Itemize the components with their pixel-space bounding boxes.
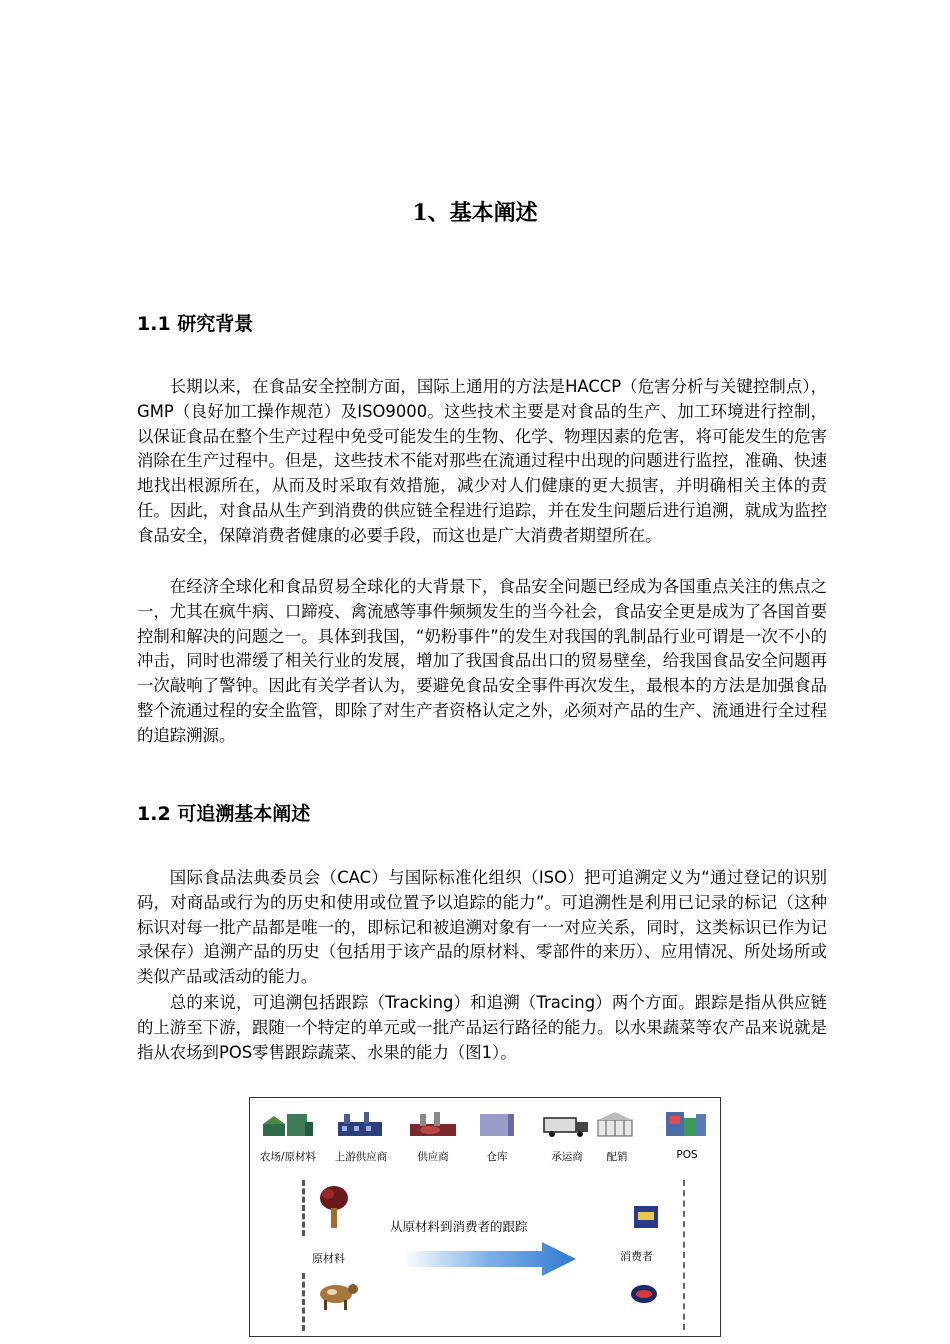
- plant-icon: [406, 1110, 460, 1140]
- tracking-arrow: [402, 1242, 578, 1276]
- raw-material-label: 原材料: [312, 1252, 345, 1265]
- food-logo-icon: [630, 1284, 658, 1304]
- arrow-caption: 从原材料到消费者的跟踪: [390, 1219, 528, 1234]
- paragraph-background-2: 在经济全球化和食品贸易全球化的大背景下，食品安全问题已经成为各国重点关注的焦点之一，尤其在疯牛病、口蹄疫、禽流感等事件频频发生的当今社会，食品安全更是成为了各国首要控制和解决的问题之一。具体到我国，“奶粉事件”的发生对我国的乳制品行业可谓是一次不小的冲击，同时也滞缓了相关行业的发展，增加了我国食品出口的贸易壁垒，给我国食品安全问题再一次敲响了警钟。因此有关学者认为，要避免食品安全事件再次发生，最根本的方法是加强食品整个流通过程的安全监管，即除了对生产者资格认定之外，必须对产品的生产、流通进行全过程的追踪溯源。: [137, 577, 827, 745]
- warehouse-icon: [470, 1110, 524, 1140]
- boundary-line-left-top: [302, 1180, 305, 1236]
- chain-node-pos: [654, 1110, 720, 1161]
- chain-node-distribution: [584, 1110, 650, 1164]
- chain-label-carrier: 承运商: [551, 1151, 583, 1163]
- consumer-label: 消费者: [620, 1250, 653, 1263]
- chain-node-farm: [255, 1110, 321, 1164]
- distribution-center-icon: [590, 1110, 644, 1140]
- figure-1-supply-chain: [249, 1097, 721, 1337]
- chain-label-distribution: 配销: [606, 1151, 628, 1163]
- chain-label-upstream-supplier: 上游供应商: [334, 1151, 388, 1163]
- cattle-icon: [314, 1278, 362, 1312]
- chain-label-warehouse: 仓库: [486, 1151, 508, 1163]
- section-title-1-2: 1.2 可追溯基本阐述: [137, 803, 311, 825]
- boundary-line-right: [683, 1180, 685, 1330]
- farm-icon: [261, 1110, 315, 1140]
- paragraph-traceability-2: 总的来说，可追溯包括跟踪（Tracking）和追溯（Tracing）两个方面。跟踪是指从供应链的上游至下游，跟随一个特定的单元或一批产品运行路径的能力。以水果蔬菜等农产品来说就是指从农场到POS零售跟踪蔬菜、水果的能力（图1）。: [137, 993, 827, 1062]
- paragraph-traceability-1: 国际食品法典委员会（CAC）与国际标准化组织（ISO）把可追溯定义为“通过登记的识别码，对商品或行为的历史和使用或位置予以追踪的能力”。可追溯性是利用已记录的标记（这种标识对每一批产品都是唯一的，即标记和被追溯对象有一一对应关系，同时，这类标识已作为记录保存）追溯产品的历史（包括用于该产品的原材料、零部件的来历）、应用情况、所处场所或类似产品或活动的能力。: [137, 868, 827, 987]
- retail-store-icon: [660, 1110, 714, 1140]
- section-title-1-1: 1.1 研究背景: [137, 313, 254, 335]
- chain-label-pos: POS: [676, 1149, 698, 1161]
- chain-node-warehouse: [464, 1110, 530, 1164]
- factory-icon: [334, 1110, 388, 1140]
- chain-label-supplier: 供应商: [417, 1151, 449, 1163]
- boundary-line-left-bottom: [302, 1273, 305, 1331]
- raw-material-icon: [316, 1184, 352, 1230]
- chain-node-supplier: [400, 1110, 466, 1164]
- chapter-title: 1、基本阐述: [412, 200, 538, 226]
- chain-label-farm: 农场/原材料: [259, 1151, 317, 1163]
- consumer-product-icon: [632, 1204, 660, 1230]
- paragraph-background-1: 长期以来，在食品安全控制方面，国际上通用的方法是HACCP（危害分析与关键控制点），GMP（良好加工操作规范）及ISO9000。这些技术主要是对食品的生产、加工环境进行控制，以保证食品在整个生产过程中免受可能发生的生物、化学、物理因素的危害，将可能发生的危害消除在生产过程中。但是，这些技术不能对那些在流通过程中出现的问题进行监控，准确、快速地找出根源所在，从而及时采取有效措施，减少对人们健康的更大损害，并明确相关主体的责任。因此，对食品从生产到消费的供应链全程进行追踪，并在发生问题后进行追溯，就成为监控食品安全，保障消费者健康的必要手段，而这也是广大消费者期望所在。: [137, 377, 827, 545]
- chain-node-upstream-supplier: [328, 1110, 394, 1164]
